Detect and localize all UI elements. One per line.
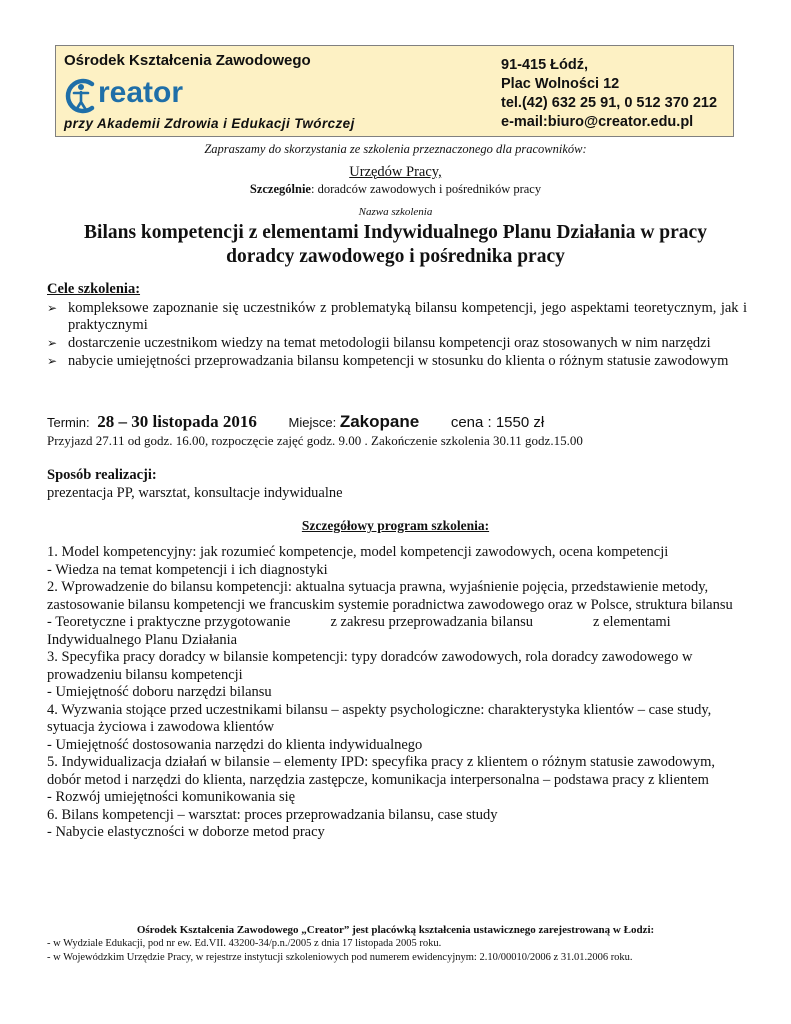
audience-special-text: : doradców zawodowych i pośredników pracy (310, 182, 542, 196)
program-list (47, 544, 747, 842)
course-title-line2: doradcy zawodowego i pośrednika pracy (226, 246, 565, 267)
program-item: 6. Bilans kompetencji – warsztat: proces przeprowadzania bilansu, case study (47, 806, 498, 823)
footer-line2: - w Wojewódzkim Urzędzie Pracy, w rejestrze instytucji szkoleniowych pod numerem ewidencyjnym: 2.10/00010/2006 z 31.01.2006 roku. (47, 952, 633, 963)
phone: tel.(42) 632 25 91, 0 512 370 212 (501, 95, 718, 111)
logo-text: reator (98, 76, 184, 109)
goals-heading: Cele szkolenia: (47, 281, 141, 297)
address-line2: Plac Wolności 12 (501, 76, 620, 92)
tagline: przy Akademii Zdrowia i Edukacji Twórczej (64, 116, 355, 131)
list-item (47, 300, 747, 334)
audience-special (0, 182, 791, 197)
program-item: - Rozwój umiejętności komunikowania się (47, 789, 296, 805)
arrow-bullet-icon: ➢ (47, 301, 58, 315)
course-name-label: Nazwa szkolenia (358, 206, 433, 218)
footer-line1: - w Wydziale Edukacji, pod nr ew. Ed.VII. 43200-34/p.n./2005 z dnia 17 listopada 2005 roku. (47, 938, 442, 949)
program-item: 5. Indywidualizacja działań w bilansie – elementy IPD: specyfika pracy z klientem o różnym statusie zawodowym, dobór metod i narzędzi do klienta, narzędzia zastępcze, komunikacja interpersonalna – podstawa pracy z klientem (47, 754, 715, 788)
program-heading: Szczegółowy program szkolenia: (301, 518, 490, 533)
goal-text: kompleksowe zapoznanie się uczestników z problematyką bilansu kompetencji, jego aspektami teoretycznym, jak i praktycznymi (68, 300, 747, 333)
termin-label: Termin: (47, 415, 90, 430)
goals-list (47, 300, 747, 371)
program-item: 1. Model kompetencyjny: jak rozumieć kompetencje, model kompetencji zawodowych, ocena kompetencji (47, 544, 669, 560)
method-text: prezentacja PP, warsztat, konsultacje indywidualne (47, 485, 343, 501)
program-item: 3. Specyfika pracy doradcy w bilansie kompetencji: typy doradców zawodowych, rola doradcy zawodowego w prowadzeniu bilansu kompetencji (47, 649, 693, 683)
course-title-line1: Bilans kompetencji z elementami Indywidualnego Planu Działania w pracy (84, 222, 707, 243)
program-item: - Umiejętność dostosowania narzędzi do klienta indywidualnego (47, 736, 423, 753)
method-heading: Sposób realizacji: (47, 467, 157, 483)
arrival-info: Przyjazd 27.11 od godz. 16.00, rozpoczęcie zajęć godz. 9.00 . Zakończenie szkolenia 30.11 godz.15.00 (47, 433, 583, 448)
org-name: Ośrodek Kształcenia Zawodowego (64, 52, 311, 69)
intro-text: Zapraszamy do skorzystania ze szkolenia przeznaczonego dla pracowników: (204, 142, 587, 156)
program-item-part: - Teoretyczne i praktyczne przygotowanie (47, 614, 291, 630)
header-box (55, 45, 734, 137)
program-item (47, 614, 747, 649)
goal-text: dostarczenie uczestnikom wiedzy na temat metodologii bilansu kompetencji oraz stosowanych w nim narzędzi (68, 335, 711, 351)
footer-heading: Ośrodek Kształcenia Zawodowego „Creator” jest placówką kształcenia ustawicznego zarejestrowaną w Łodzi: (136, 924, 655, 936)
program-item: - Wiedza na temat kompetencji i ich diagnostyki (47, 561, 328, 578)
audience-main: Urzędów Pracy, (349, 164, 442, 180)
email: e-mail:biuro@creator.edu.pl (501, 114, 694, 130)
arrow-bullet-icon: ➢ (47, 354, 58, 368)
goal-text: nabycie umiejętności przeprowadzania bilansu kompetencji w stosunku do klienta o różnym statusie zawodowym (68, 353, 729, 369)
arrow-bullet-icon: ➢ (47, 336, 58, 350)
program-item: 4. Wyzwania stojące przed uczestnikami bilansu – aspekty psychologiczne: charakterystyka klientów – case study, sytuacja życiowa i zawodowa klientów (47, 701, 712, 735)
program-item: 2. Wprowadzenie do bilansu kompetencji: aktualna sytuacja prawna, wyjaśnienie pojęcia, przedstawienie metody, zastosowanie bilansu kompetencji we francuskim systemie poradnictwa zawodowego oraz w Polsce, struktura bilansu (47, 579, 733, 613)
creator-logo-icon (62, 76, 98, 116)
termin-value: 28 – 30 listopada 2016 (97, 412, 257, 431)
creator-logo (62, 76, 262, 116)
contact-block (501, 56, 717, 132)
program-item: - Umiejętność doboru narzędzi bilansu (47, 684, 272, 700)
miejsce-label: Miejsce: (288, 415, 337, 430)
address-line1: 91-415 Łódź, (501, 57, 589, 73)
course-title (40, 221, 751, 269)
details-line (47, 412, 747, 432)
list-item (47, 335, 747, 352)
program-item-part: z zakresu przeprowadzania bilansu (330, 614, 533, 630)
program-item: - Nabycie elastyczności w doborze metod pracy (47, 824, 325, 840)
list-item (47, 353, 747, 370)
program-item-part: z elementami Indywidualnego Planu Działania (47, 614, 671, 648)
miejsce-value: Zakopane (339, 412, 420, 431)
price: cena : 1550 zł (450, 414, 545, 431)
audience-special-label: Szczególnie (249, 182, 311, 196)
